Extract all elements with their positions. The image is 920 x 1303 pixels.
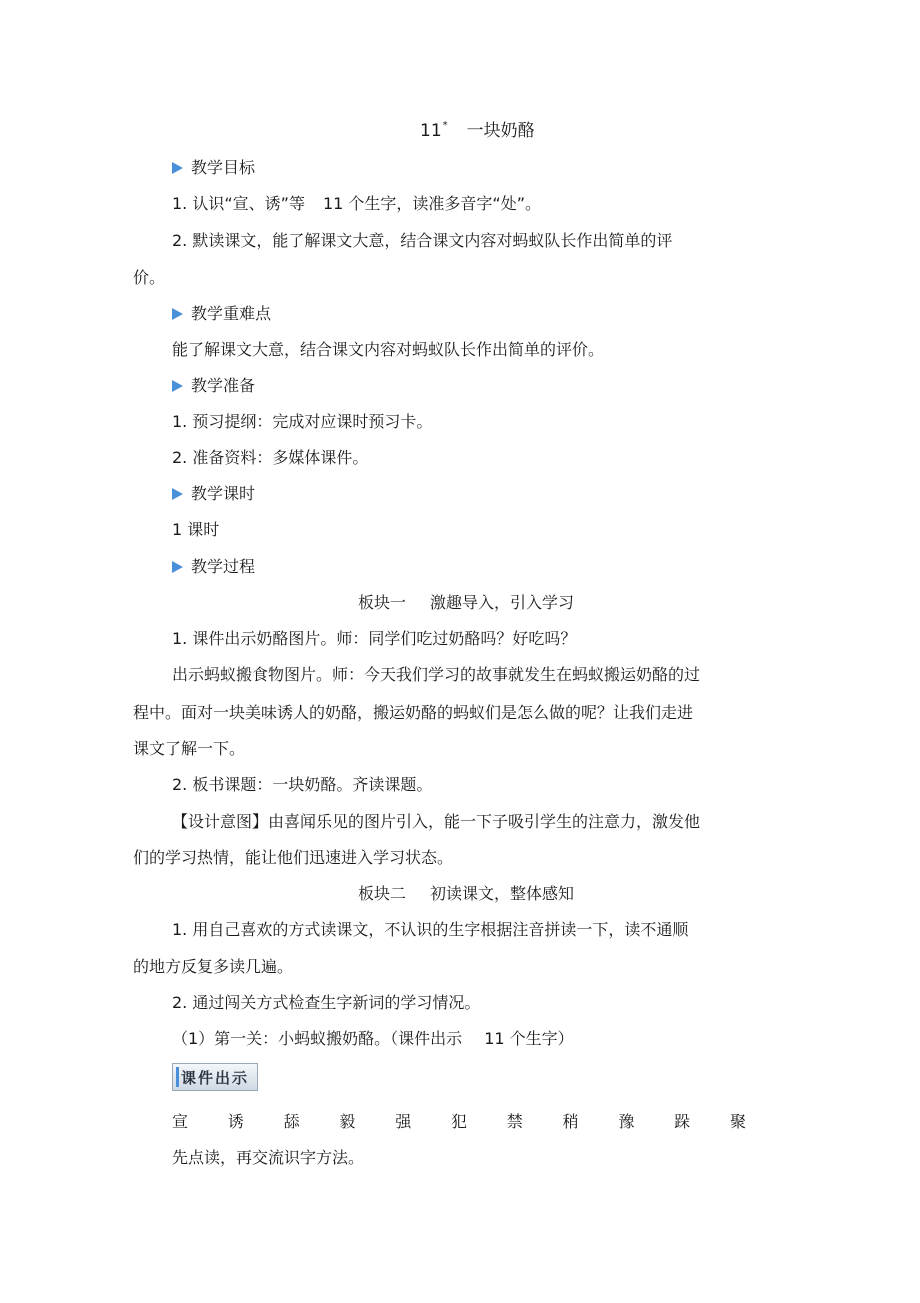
character: 宣: [172, 1112, 189, 1131]
character: 稍: [562, 1112, 579, 1131]
block2-step1-line1: 用自己喜欢的方式读课文，不认识的生字根据注音拼读一下，读不通顺: [192, 920, 689, 939]
design-intent-line: 【设计意图】由喜闻乐见的图片引入，能一下子吸引学生的注意力，激发他: [172, 812, 701, 831]
block1-step1-text: 课件出示奶酪图片。师：同学们吃过奶酪吗？好吃吗？: [192, 629, 577, 648]
goal-2: [172, 231, 672, 251]
block1-title: 激趣导入，引入学习: [430, 593, 575, 612]
section-key-points-label: 教学重难点: [191, 304, 272, 323]
triangle-bullet-icon: [172, 561, 183, 573]
item-number: 1.: [172, 920, 188, 939]
character: 禁: [506, 1112, 523, 1131]
block1-para-line: 课文了解一下。: [133, 739, 246, 758]
lesson-mark: *: [442, 120, 448, 131]
courseware-badge: [172, 1063, 258, 1091]
triangle-bullet-icon: [172, 162, 183, 174]
block2-step1: [172, 920, 688, 940]
goal-2-line1: 默读课文，能了解课文大意，结合课文内容对蚂蚁队长作出简单的评: [192, 231, 673, 250]
section-goals: [172, 158, 255, 178]
item-number: 2.: [172, 231, 188, 250]
block1-para-line: 程中。面对一块美味诱人的奶酪，搬运奶酪的蚂蚁们是怎么做的呢？让我们走进: [133, 703, 694, 722]
level1-line: [172, 1029, 574, 1049]
goal-1-text-a: 认识“宣、诱”等: [192, 194, 305, 213]
hours-text: 1 课时: [172, 520, 220, 539]
triangle-bullet-icon: [172, 308, 183, 320]
lesson-number: 11: [420, 121, 442, 141]
courseware-badge-label: 课件出示: [180, 1068, 249, 1087]
block1-step2: [172, 775, 432, 795]
goal-1-text-b: 11 个生字，读准多音字“处”。: [322, 194, 541, 213]
character: 聚: [729, 1112, 746, 1131]
character-list: [172, 1112, 746, 1132]
section-key-points: [172, 304, 271, 324]
block2-step2-text: 通过闯关方式检查生字新词的学习情况。: [192, 993, 481, 1012]
prep-2: [172, 448, 368, 468]
triangle-bullet-icon: [172, 380, 183, 392]
block2-heading: [358, 884, 574, 904]
item-number: 1.: [172, 629, 188, 648]
block1-step1: [172, 629, 576, 649]
level1-text-b: 11 个生字）: [484, 1029, 574, 1048]
item-number: 1.: [172, 412, 188, 431]
character: 毅: [339, 1112, 356, 1131]
block1-label: 板块一: [358, 593, 407, 612]
character: 强: [395, 1112, 412, 1131]
block2-title: 初读课文，整体感知: [430, 884, 575, 903]
item-number: 2.: [172, 993, 188, 1012]
block1-heading: [358, 593, 574, 613]
section-process: [172, 557, 255, 577]
block1-para-line: 出示蚂蚁搬食物图片。师：今天我们学习的故事就发生在蚂蚁搬运奶酪的过: [172, 665, 701, 684]
block2-label: 板块二: [358, 884, 407, 903]
section-goals-label: 教学目标: [191, 158, 256, 177]
key-points-text: 能了解课文大意，结合课文内容对蚂蚁队长作出简单的评价。: [172, 340, 605, 359]
design-intent-line: 们的学习热情，能让他们迅速进入学习状态。: [133, 848, 454, 867]
character: 诱: [227, 1112, 244, 1131]
level1-text-a: （1）第一关：小蚂蚁搬奶酪。（课件出示: [172, 1029, 463, 1048]
prep-2-text: 准备资料：多媒体课件。: [192, 448, 369, 467]
prep-1: [172, 412, 432, 432]
goal-1: [172, 194, 541, 214]
section-prep-label: 教学准备: [191, 376, 256, 395]
block2-step2: [172, 993, 480, 1013]
section-hours: [172, 484, 255, 504]
item-number: 2.: [172, 775, 188, 794]
block2-step1-line2: 的地方反复多读几遍。: [133, 957, 294, 976]
page-title: [420, 121, 535, 144]
lesson-title: 一块奶酪: [466, 121, 535, 141]
section-prep: [172, 376, 255, 396]
item-number: 2.: [172, 448, 188, 467]
section-process-label: 教学过程: [191, 557, 256, 576]
character: 犯: [450, 1112, 467, 1131]
goal-2-line2: 价。: [133, 268, 166, 287]
character: 舔: [283, 1112, 300, 1131]
item-number: 1.: [172, 194, 188, 213]
section-hours-label: 教学课时: [191, 484, 256, 503]
character: 豫: [618, 1112, 635, 1131]
block1-step2-text: 板书课题：一块奶酪。齐读课题。: [192, 775, 433, 794]
character: 跺: [674, 1112, 691, 1131]
after-chars-text: 先点读，再交流识字方法。: [172, 1148, 365, 1167]
triangle-bullet-icon: [172, 488, 183, 500]
prep-1-text: 预习提纲：完成对应课时预习卡。: [192, 412, 433, 431]
